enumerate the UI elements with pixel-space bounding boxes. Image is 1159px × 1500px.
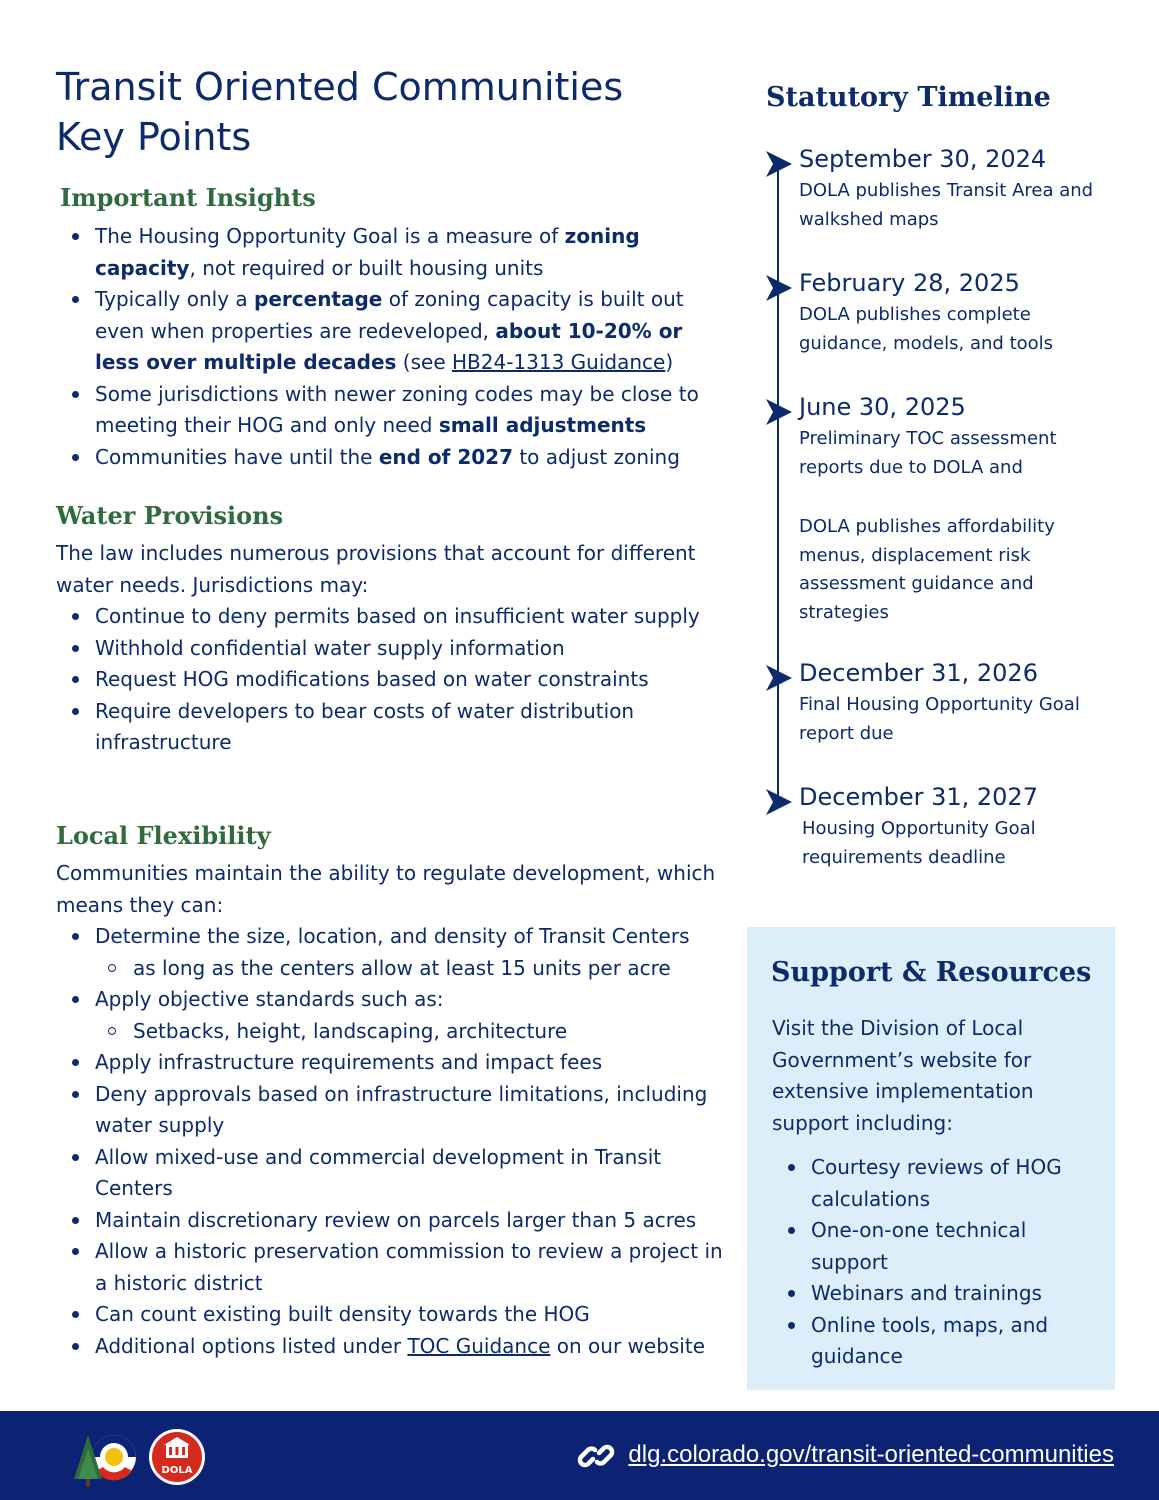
list-item: Courtesy reviews of HOG calculations	[772, 1152, 1092, 1215]
flex-heading: Local Flexibility	[56, 821, 271, 850]
list-item: One-on-one technical support	[772, 1215, 1092, 1278]
water-section	[56, 538, 726, 759]
dola-logo-text: DOLA	[161, 1465, 193, 1476]
list-item: Determine the size, location, and density of Transit Centers as long as the centers allow at least 15 units per acre	[56, 921, 726, 984]
title-line-2: Key Points	[56, 115, 252, 159]
flex-list	[56, 921, 726, 1362]
footer	[0, 1411, 1159, 1500]
list-item: Require developers to bear costs of water distribution infrastructure	[56, 696, 726, 759]
flex-intro: Communities maintain the ability to regulate development, which means they can:	[56, 861, 716, 917]
list-item: Typically only a percentage of zoning capacity is built out even when properties are redeveloped, about 10-20% or less over multiple decades (see HB24-1313 Guidance)	[56, 284, 726, 379]
list-item: Online tools, maps, and guidance	[772, 1310, 1092, 1373]
timeline-date: December 31, 2027	[799, 783, 1038, 811]
support-box	[747, 927, 1115, 1390]
chevron-right-icon	[766, 275, 792, 301]
list-item: Allow a historic preservation commission to review a project in a historic district	[56, 1236, 726, 1299]
list-item: Webinars and trainings	[772, 1278, 1092, 1310]
chevron-right-icon	[766, 151, 792, 177]
support-intro: Visit the Division of Local Government’s website for extensive implementation support including:	[772, 1016, 1034, 1135]
support-list	[772, 1152, 1092, 1373]
insights-heading: Important Insights	[60, 183, 316, 212]
colorado-logo-icon	[70, 1427, 145, 1489]
list-item: Communities have until the end of 2027 to adjust zoning	[56, 442, 726, 474]
chevron-right-icon	[766, 665, 792, 691]
toc-guidance-link[interactable]: TOC Guidance	[407, 1333, 551, 1358]
chevron-right-icon	[766, 399, 792, 425]
chevron-right-icon	[766, 789, 792, 815]
timeline-heading: Statutory Timeline	[766, 82, 1051, 113]
timeline-date: February 28, 2025	[799, 269, 1020, 297]
water-heading: Water Provisions	[56, 501, 284, 530]
list-item: Apply objective standards such as: Setbacks, height, landscaping, architecture	[56, 984, 726, 1047]
dola-logo-icon	[148, 1428, 206, 1486]
link-icon	[577, 1437, 615, 1475]
timeline-date: December 31, 2026	[799, 659, 1038, 687]
insights-section	[56, 221, 726, 473]
timeline-desc-2: DOLA publishes affordability menus, displacement risk assessment guidance and strategies	[799, 516, 1055, 623]
page-title	[56, 62, 716, 162]
list-item: Can count existing built density towards the HOG	[56, 1299, 726, 1331]
list-item: Apply infrastructure requirements and impact fees	[56, 1047, 726, 1079]
insights-list	[56, 221, 726, 473]
sub-list-item: Setbacks, height, landscaping, architecture	[95, 1016, 726, 1048]
list-item: Additional options listed under TOC Guidance on our website	[56, 1331, 726, 1363]
timeline-desc: DOLA publishes Transit Area and walkshed maps	[799, 180, 1094, 230]
sub-list-item: as long as the centers allow at least 15 units per acre	[95, 953, 726, 985]
list-item: Withhold confidential water supply information	[56, 633, 726, 665]
title-line-1: Transit Oriented Communities	[56, 65, 624, 109]
water-list	[56, 601, 726, 759]
timeline-desc: Final Housing Opportunity Goal report due	[799, 694, 1080, 744]
list-item: Maintain discretionary review on parcels larger than 5 acres	[56, 1205, 726, 1237]
list-item: Deny approvals based on infrastructure limitations, including water supply	[56, 1079, 726, 1142]
timeline-line	[777, 158, 779, 808]
flex-section	[56, 858, 726, 1362]
list-item: Continue to deny permits based on insufficient water supply	[56, 601, 726, 633]
hb24-1313-guidance-link[interactable]: HB24-1313 Guidance	[451, 350, 666, 374]
timeline-desc: Preliminary TOC assessment reports due to DOLA and	[799, 428, 1057, 478]
website-link[interactable]: dlg.colorado.gov/transit-oriented-communities	[628, 1441, 1114, 1468]
water-intro: The law includes numerous provisions that account for different water needs. Jurisdictions may:	[56, 541, 696, 597]
list-item: Request HOG modifications based on water constraints	[56, 664, 726, 696]
timeline-desc: DOLA publishes complete guidance, models, and tools	[799, 304, 1054, 354]
support-heading: Support & Resources	[771, 957, 1092, 988]
timeline-desc: Housing Opportunity Goal requirements deadline	[802, 818, 1036, 868]
timeline-date: September 30, 2024	[799, 145, 1047, 173]
list-item: Allow mixed-use and commercial development in Transit Centers	[56, 1142, 726, 1205]
list-item: Some jurisdictions with newer zoning codes may be close to meeting their HOG and only need small adjustments	[56, 379, 726, 442]
timeline-date: June 30, 2025	[799, 393, 966, 421]
support-body	[772, 1013, 1092, 1373]
list-item: The Housing Opportunity Goal is a measure of zoning capacity, not required or built housing units	[56, 221, 726, 284]
